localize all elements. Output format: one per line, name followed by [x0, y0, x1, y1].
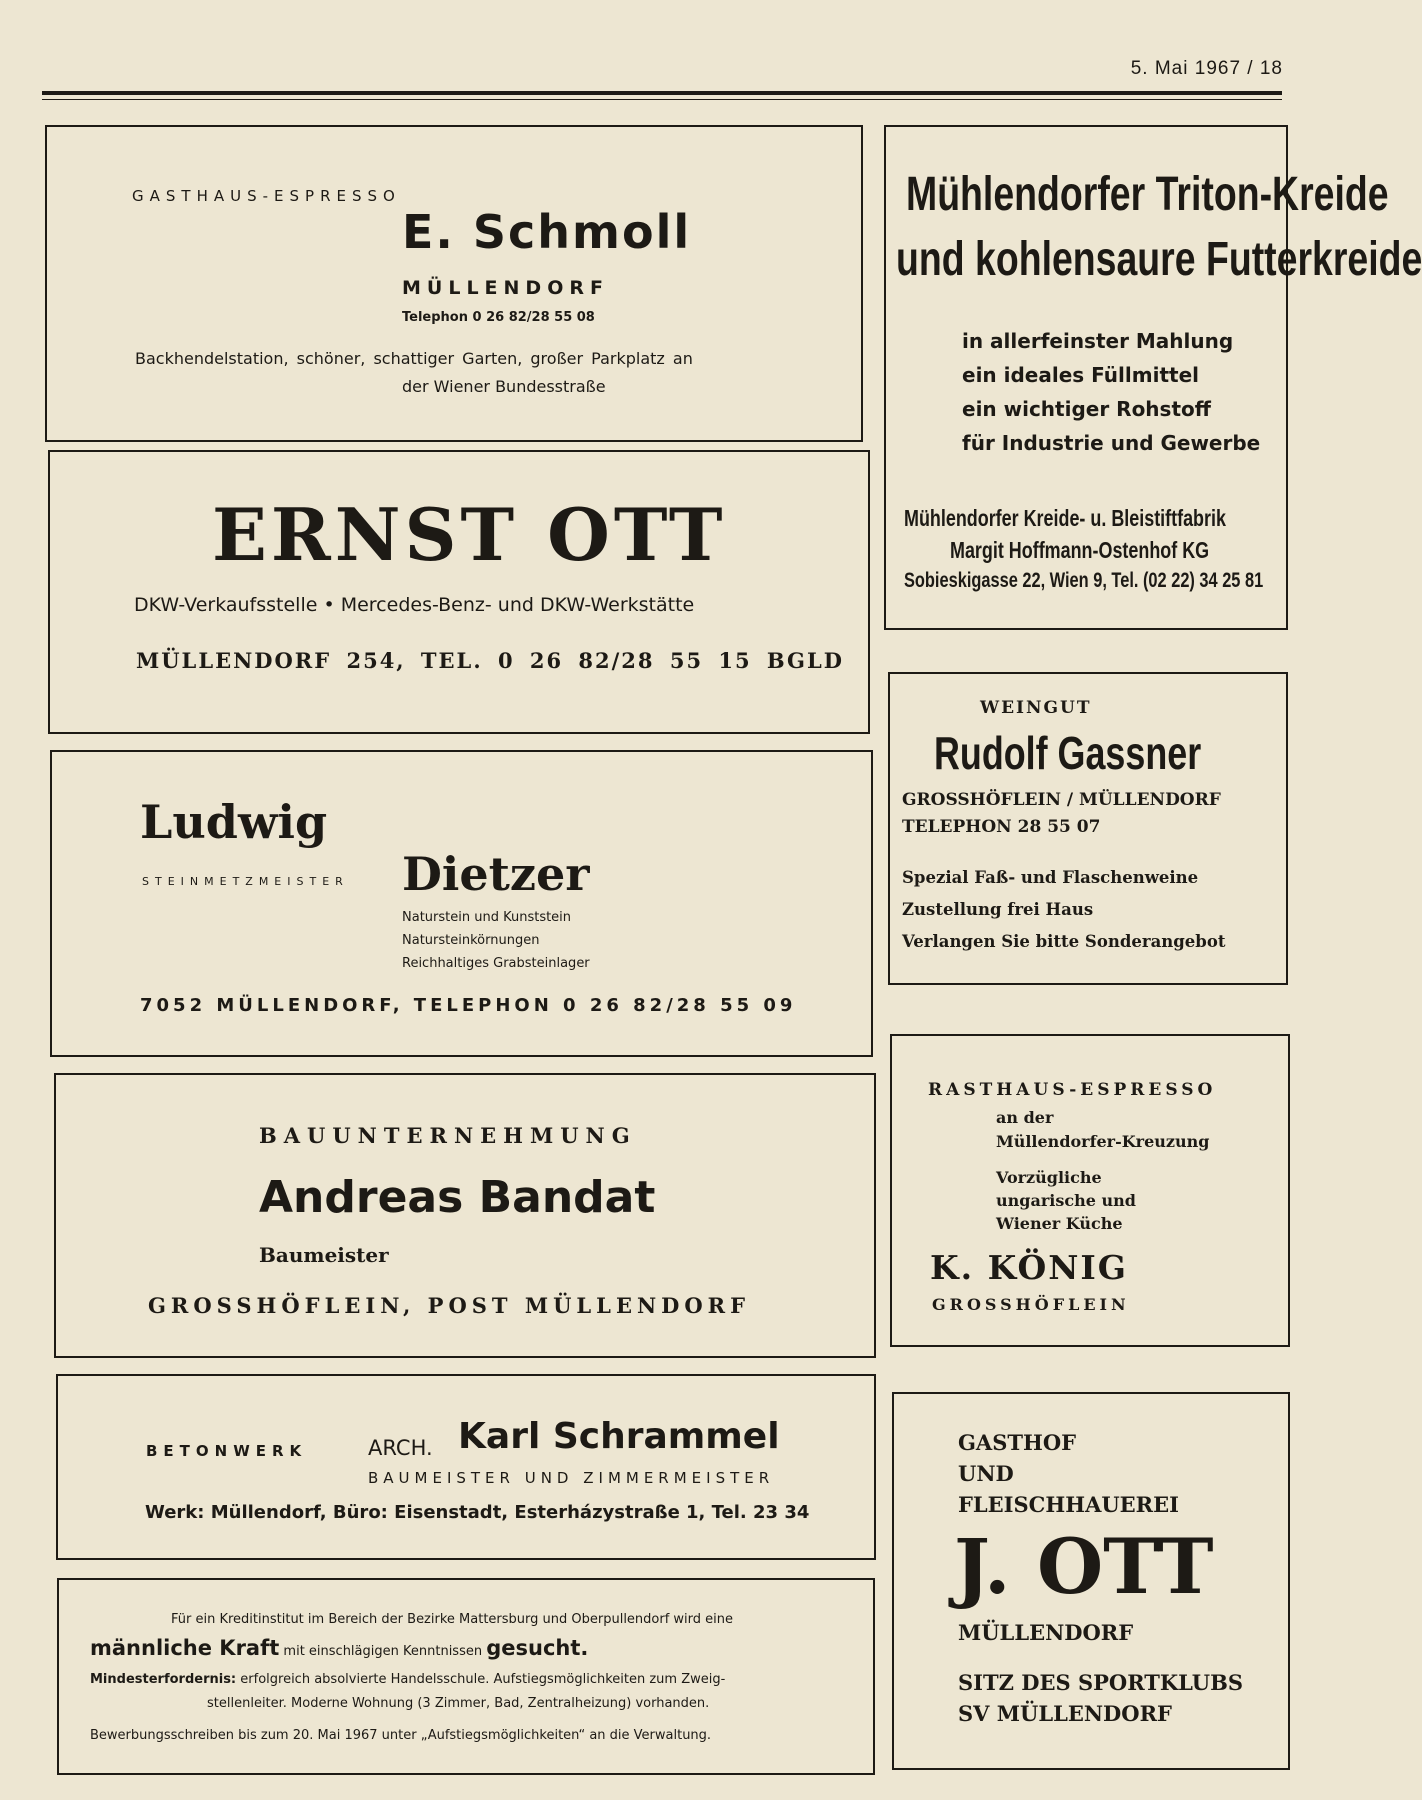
ad-text: ein wichtiger Rohstoff — [962, 397, 1211, 421]
ad-text: Zustellung frei Haus — [902, 900, 1094, 919]
ad-place: MÜLLENDORF — [402, 277, 609, 299]
ad-koenig — [890, 1034, 1290, 1347]
ad-kicker: WEINGUT — [980, 698, 1092, 718]
ad-first-name: Ludwig — [140, 795, 328, 849]
ad-business-name: J. OTT — [954, 1522, 1214, 1611]
job-line — [90, 1672, 725, 1687]
ad-text: Naturstein und Kunststein — [402, 910, 572, 925]
ad-headline: Mühlendorfer Triton-Kreide — [906, 168, 1389, 221]
ad-headline: und kohlensaure Futterkreide — [896, 233, 1422, 286]
ad-address: Werk: Müllendorf, Büro: Eisenstadt, Esterházystraße 1, Tel. 23 34 — [145, 1502, 810, 1523]
ad-kicker: BETONWERK — [146, 1442, 308, 1460]
ad-ernst-ott — [48, 450, 870, 734]
ad-kicker: BAUUNTERNEHMUNG — [259, 1123, 637, 1148]
job-line: stellenleiter. Moderne Wohnung (3 Zimmer, Bad, Zentralheizung) vorhanden. — [207, 1696, 710, 1711]
ad-text: Spezial Faß- und Flaschenweine — [902, 868, 1199, 887]
ad-phone: Telephon 0 26 82/28 55 08 — [402, 310, 595, 325]
ad-text: Natursteinkörnungen — [402, 933, 540, 948]
ad-gassner — [888, 672, 1288, 985]
ad-text: für Industrie und Gewerbe — [962, 431, 1261, 455]
ad-company: Mühlendorfer Kreide- u. Bleistiftfabrik — [904, 505, 1226, 531]
job-highlight: gesucht. — [486, 1636, 589, 1660]
ad-text: UND — [958, 1461, 1014, 1486]
ad-last-name: Dietzer — [402, 847, 590, 901]
ad-role: BAUMEISTER UND ZIMMERMEISTER — [368, 1469, 775, 1487]
job-label: Mindesterfordernis: — [90, 1672, 237, 1687]
ad-kicker: GASTHAUS-ESPRESSO — [132, 187, 401, 205]
ad-place: GROSSHÖFLEIN / MÜLLENDORF — [902, 790, 1221, 810]
ad-text: Wiener Küche — [996, 1214, 1123, 1233]
ad-text: Reichhaltiges Grabsteinlager — [402, 956, 590, 971]
ad-text: an der — [996, 1108, 1054, 1127]
ad-job-posting — [57, 1578, 875, 1775]
ad-address: GROSSHÖFLEIN, POST MÜLLENDORF — [148, 1293, 751, 1318]
ad-role: Baumeister — [259, 1243, 389, 1267]
job-text: erfolgreich absolvierte Handelsschule. Aufstiegsmöglichkeiten zum Zweig- — [240, 1672, 726, 1687]
ad-text: Backhendelstation, schöner, schattiger Garten, großer Parkplatz an — [135, 349, 693, 368]
ad-place: MÜLLENDORF — [958, 1620, 1134, 1645]
ad-trade: STEINMETZMEISTER — [142, 875, 349, 888]
ad-text: Verlangen Sie bitte Sonderangebot — [902, 932, 1226, 951]
ad-dietzer — [50, 750, 873, 1057]
ad-bandat — [54, 1073, 876, 1358]
ad-address: 7052 MÜLLENDORF, TELEPHON 0 26 82/28 55 09 — [140, 995, 797, 1016]
ad-business-name: K. KÖNIG — [930, 1248, 1128, 1287]
ad-text: Vorzügliche — [996, 1168, 1102, 1187]
ad-text: Müllendorfer-Kreuzung — [996, 1132, 1210, 1151]
job-line — [90, 1636, 588, 1660]
ad-text: FLEISCHHAUEREI — [958, 1492, 1179, 1517]
ad-business-name: ERNST OTT — [212, 492, 727, 577]
job-text: mit einschlägigen Kenntnissen — [283, 1644, 483, 1659]
ad-address: MÜLLENDORF 254, TEL. 0 26 82/28 55 15 BGLD — [136, 648, 844, 673]
job-highlight: männliche Kraft — [90, 1636, 280, 1660]
header-rule-thin — [42, 99, 1282, 100]
ad-text: GASTHOF — [958, 1430, 1077, 1455]
ad-text: SV MÜLLENDORF — [958, 1701, 1172, 1726]
ad-prefix: ARCH. — [368, 1436, 433, 1460]
header-rule — [42, 91, 1282, 95]
page-date-number: 5. Mai 1967 / 18 — [1130, 58, 1283, 79]
ad-business-name: Andreas Bandat — [259, 1172, 656, 1223]
ad-place: GROSSHÖFLEIN — [932, 1295, 1130, 1314]
job-line: Bewerbungsschreiben bis zum 20. Mai 1967 unter „Aufstiegsmöglichkeiten“ an die Verwaltung. — [90, 1728, 712, 1743]
ad-address: Sobieskigasse 22, Wien 9, Tel. (02 22) 34 25 81 — [904, 569, 1264, 592]
ad-schmoll — [45, 125, 863, 442]
ad-text: der Wiener Bundesstraße — [402, 377, 606, 396]
ad-phone: TELEPHON 28 55 07 — [902, 817, 1101, 837]
ad-business-name: Rudolf Gassner — [934, 727, 1202, 779]
ad-text: SITZ DES SPORTKLUBS — [958, 1670, 1244, 1695]
ad-text: in allerfeinster Mahlung — [962, 329, 1234, 353]
ad-text: ein ideales Füllmittel — [962, 363, 1199, 387]
ad-kreide — [884, 125, 1422, 630]
ad-company: Margit Hoffmann-Ostenhof KG — [950, 537, 1210, 563]
ad-description: DKW-Verkaufsstelle • Mercedes-Benz- und DKW-Werkstätte — [134, 594, 695, 616]
ad-business-name: E. Schmoll — [402, 205, 692, 259]
ad-kicker: RASTHAUS-ESPRESSO — [928, 1080, 1217, 1100]
ad-j-ott — [892, 1392, 1290, 1770]
ad-business-name: Karl Schrammel — [458, 1416, 780, 1457]
ad-schrammel — [56, 1374, 876, 1560]
job-line: Für ein Kreditinstitut im Bereich der Bezirke Mattersburg und Oberpullendorf wird eine — [171, 1612, 734, 1627]
ad-text: ungarische und — [996, 1191, 1136, 1210]
